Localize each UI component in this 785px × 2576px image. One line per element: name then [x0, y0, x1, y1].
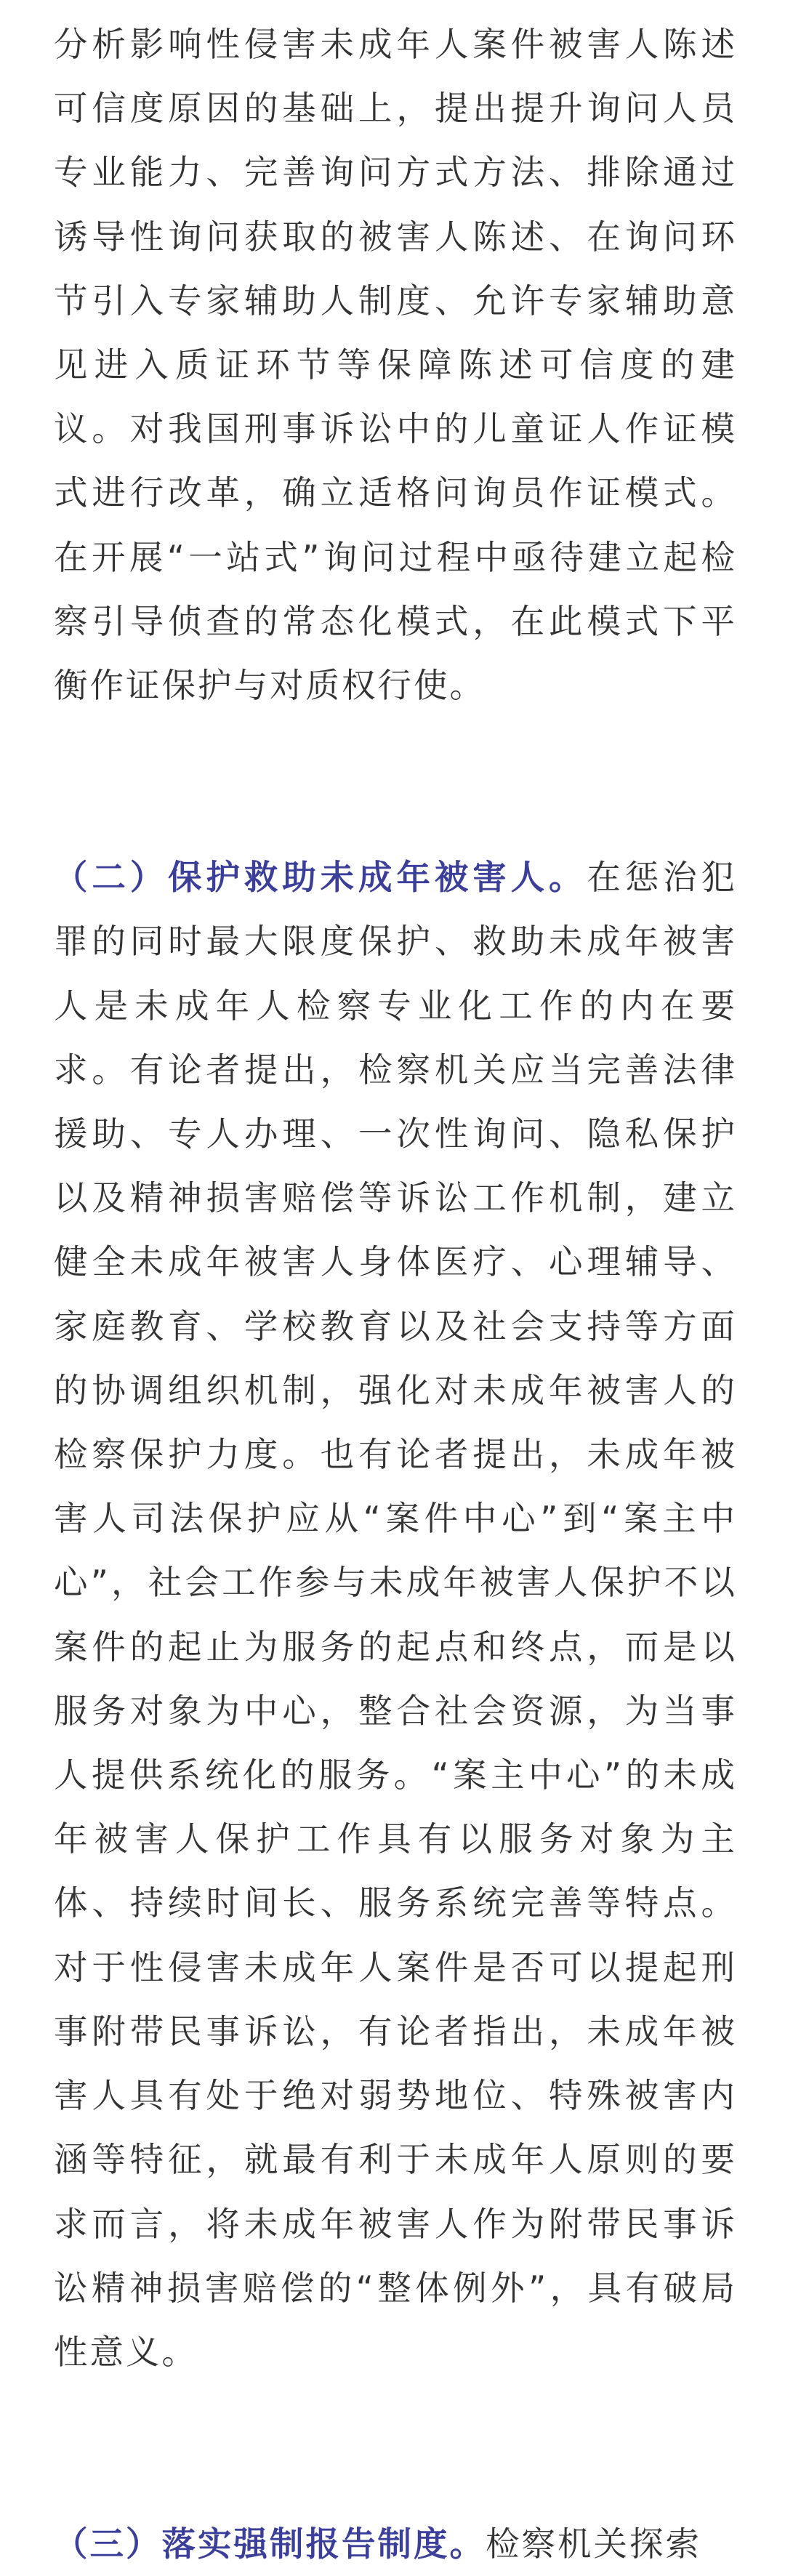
- section-2-body: 在惩治犯罪的同时最大限度保护、救助未成年被害人是未成年人检察专业化工作的内在要求。有论者提出，检察机关应当完善法律援助、专人办理、一次性询问、隐私保护以及精神损害赔偿等诉讼工作机制，建立健全未成年被害人身体医疗、心理辅导、家庭教育、学校教育以及社会支持等方面的协调组织机制，强化对未成年被害人的检察保护力度。也有论者提出，未成年被害人司法保护应从“案件中心”到“案主中心”，社会工作参与未成年被害人保护不以案件的起止为服务的起点和终点，而是以服务对象为中心，整合社会资源，为当事人提供系统化的服务。“案主中心”的未成年被害人保护工作具有以服务对象为主体、持续时间长、服务系统完善等特点。对于性侵害未成年人案件是否可以提起刑事附带民事诉讼，有论者指出，未成年被害人具有处于绝对弱势地位、特殊被害内涵等特征，就最有利于未成年人原则的要求而言，将未成年被害人作为附带民事诉讼精神损害赔偿的“整体例外”，具有破局性意义。: [54, 858, 738, 2372]
- section-3-body: 检察机关探索: [486, 2524, 701, 2564]
- section-2-paragraph: [54, 845, 737, 2384]
- section-3-heading: （三）落实强制报告制度。: [54, 2524, 486, 2564]
- paragraph-spacer: [54, 717, 737, 845]
- section-2-heading: （二）保护救助未成年被害人。: [54, 858, 587, 898]
- section-3-paragraph: [54, 2512, 737, 2576]
- article-body: [54, 0, 737, 2576]
- paragraph-1: 分析影响性侵害未成年人案件被害人陈述可信度原因的基础上，提出提升询问人员专业能力、完善询问方式方法、排除通过诱导性询问获取的被害人陈述、在询问环节引入专家辅助人制度、允许专家辅助意见进入质证环节等保障陈述可信度的建议。对我国刑事诉讼中的儿童证人作证模式进行改革，确立适格问询员作证模式。在开展“一站式”询问过程中亟待建立起检察引导侦查的常态化模式，在此模式下平衡作证保护与对质权行使。: [54, 25, 737, 706]
- paragraph-spacer: [54, 2384, 737, 2512]
